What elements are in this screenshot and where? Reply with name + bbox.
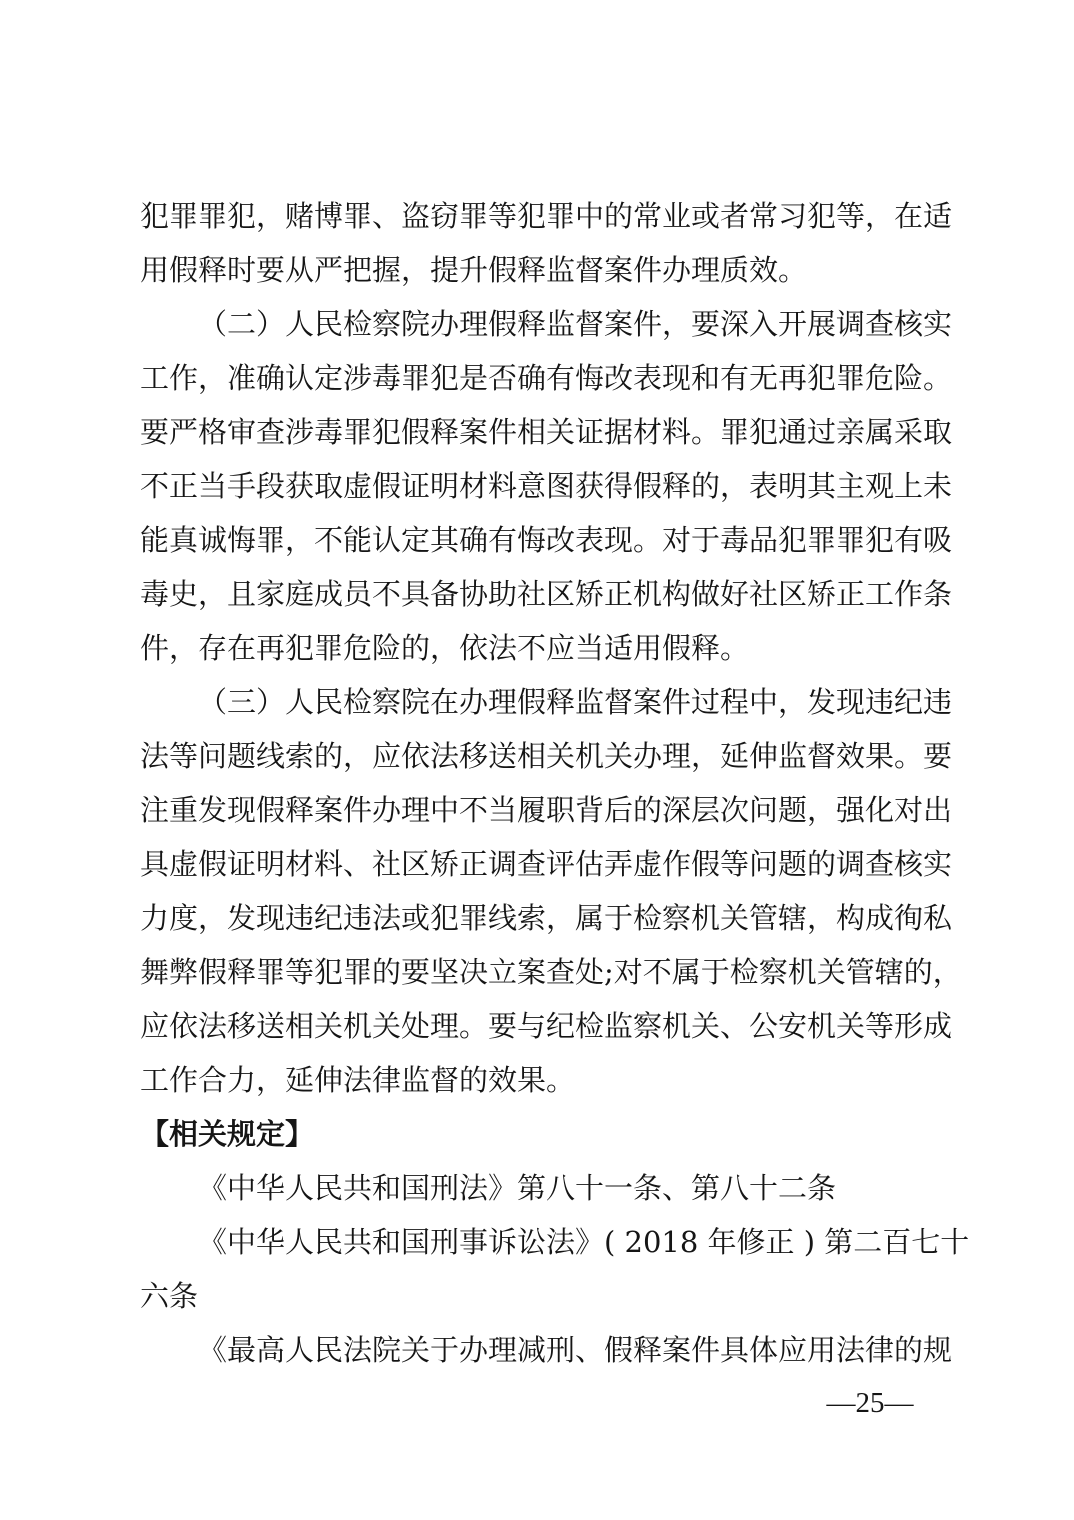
paragraph-2-line-4: 不正当手段获取虚假证明材料意图获得假释的，表明其主观上未 [140,469,953,503]
page-number: —25— [826,1387,914,1419]
related-item-2-line-2: 六条 [140,1279,199,1313]
paragraph-3-line-1: （三）人民检察院在办理假释监督案件过程中，发现违纪违 [198,685,953,719]
related-item-2-line-1: 《中华人民共和国刑事诉讼法》( 2018 年修正 ) 第二百七十 [198,1225,970,1259]
paragraph-2-line-2: 工作，准确认定涉毒罪犯是否确有悔改表现和有无再犯罪危险。 [140,361,953,395]
paragraph-2-line-3: 要严格审查涉毒罪犯假释案件相关证据材料。罪犯通过亲属采取 [140,415,953,449]
paragraph-3-line-8: 工作合力，延伸法律监督的效果。 [140,1063,576,1097]
paragraph-3-line-2: 法等问题线索的，应依法移送相关机关办理，延伸监督效果。要 [140,739,953,773]
related-provisions-heading: 【相关规定】 [140,1117,315,1151]
related-item-3-line-1: 《最高人民法院关于办理减刑、假释案件具体应用法律的规 [198,1333,953,1367]
paragraph-2-line-6: 毒史，且家庭成员不具备协助社区矫正机构做好社区矫正工作条 [140,577,953,611]
paragraph-2-line-5: 能真诚悔罪，不能认定其确有悔改表现。对于毒品犯罪罪犯有吸 [140,523,953,557]
paragraph-2-line-1: （二）人民检察院办理假释监督案件，要深入开展调查核实 [198,307,953,341]
paragraph-3-line-6: 舞弊假释罪等犯罪的要坚决立案查处;对不属于检察机关管辖的， [140,955,962,989]
related-item-1-line-1: 《中华人民共和国刑法》第八十一条、第八十二条 [198,1171,837,1205]
paragraph-1-line-2: 用假释时要从严把握，提升假释监督案件办理质效。 [140,253,808,287]
paragraph-2-line-7: 件，存在再犯罪危险的，依法不应当适用假释。 [140,631,750,665]
paragraph-3-line-3: 注重发现假释案件办理中不当履职背后的深层次问题，强化对出 [140,793,953,827]
paragraph-3-line-5: 力度，发现违纪违法或犯罪线索，属于检察机关管辖，构成徇私 [140,901,953,935]
paragraph-3-line-7: 应依法移送相关机关处理。要与纪检监察机关、公安机关等形成 [140,1009,953,1043]
paragraph-3-line-4: 具虚假证明材料、社区矫正调查评估弄虚作假等问题的调查核实 [140,847,953,881]
paragraph-1-line-1: 犯罪罪犯，赌博罪、盗窃罪等犯罪中的常业或者常习犯等，在适 [140,199,953,233]
